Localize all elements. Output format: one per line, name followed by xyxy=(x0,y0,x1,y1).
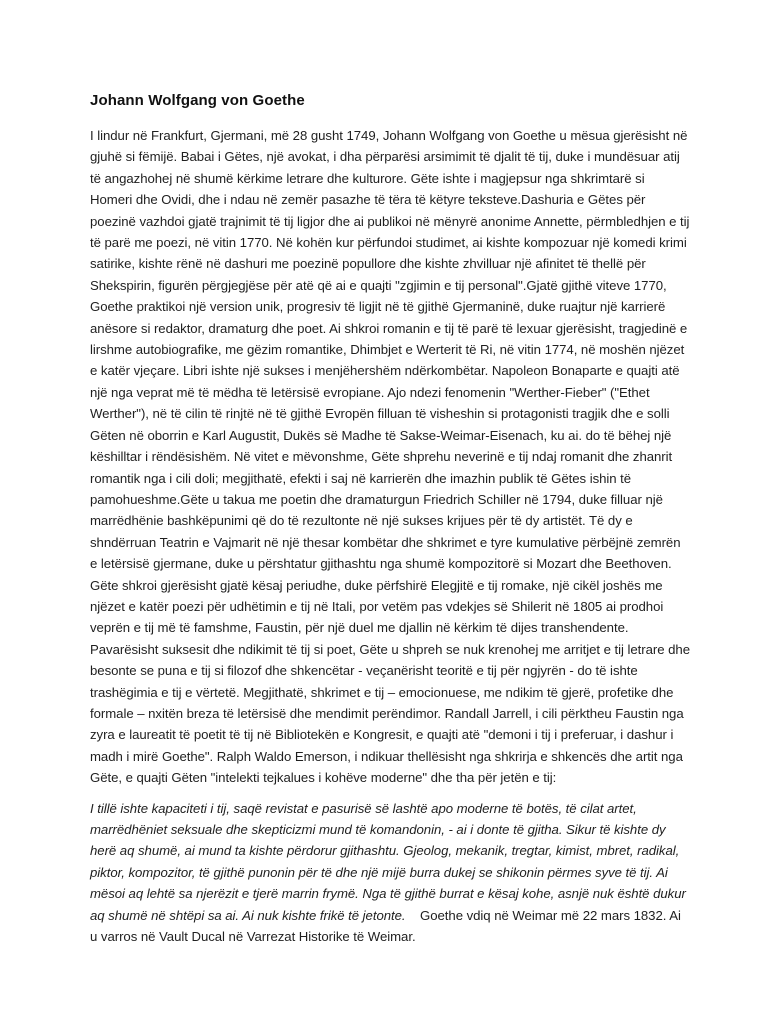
quote-paragraph xyxy=(90,798,690,948)
document-page xyxy=(90,92,690,956)
page-title: Johann Wolfgang von Goethe xyxy=(90,92,305,109)
biography-paragraph: I lindur në Frankfurt, Gjermani, më 28 gusht 1749, Johann Wolfgang von Goethe u mësua gjerësisht në gjuhë si fëmijë. Babai i Gëtes, një avokat, i dha përparësi arsimimit të djalit të tij, duke i mundësuar atij të angazhohej në shumë kërkime letrare dhe kulturore. Gëte ishte i magjepsur nga shkrimtarë si Homeri dhe Ovidi, dhe i ndau në zemër pasazhe të tëra të këtyre teksteve.Dashuria e Gëtes për poezinë vazhdoi gjatë trajnimit të tij ligjor dhe ai publikoi në mënyrë anonime Annette, përmbledhjen e tij të parë me poezi, në vitin 1770. Në kohën kur përfundoi studimet, ai kishte kompozuar një komedi krimi satirike, kishte rënë në dashuri me poezinë popullore dhe kishte zhvilluar një afinitet të thellë për Shekspirin, figurën përgjegjëse për atë që ai e quajti "zgjimin e tij personal".Gjatë gjithë viteve 1770, Goethe praktikoi një version unik, progresiv të ligjit në të gjithë Gjermaninë, duke ruajtur një karrierë anësore si redaktor, dramaturg dhe poet. Ai shkroi romanin e tij të parë të lexuar gjerësisht, tragjedinë e lirshme autobiografike, me gëzim romantike, Dhimbjet e Werterit të Ri, në vitin 1774, në moshën njëzet e katër vjeçare. Libri ishte një sukses i menjëhershëm ndërkombëtar. Napoleon Bonaparte e quajti atë një nga veprat më të mëdha të letërsisë evropiane. Ajo ndezi fenomenin "Werther-Fieber" ("Ethet Werther"), në të cilin të rinjtë në të gjithë Evropën filluan të visheshin si protagonisti tragjik dhe e solli Gëten në oborrin e Karl Augustit, Dukës së Madhe të Sakse-Weimar-Eisenach, ku ai. do të bëhej një këshilltar i rëndësishëm. Në vitet e mëvonshme, Gëte shprehu neverinë e tij ndaj romanit dhe zhanrit romantik nga i cili doli; megjithatë, efekti i saj në karrierën dhe imazhin publik të Gëtes ishin të pamohueshme.Gëte u takua me poetin dhe dramaturgun Friedrich Schiller në 1794, duke filluar një marrëdhënie bashkëpunimi që do të rezultonte në një sukses krijues për të dy artistët. Të dy e shndërruan Teatrin e Vajmarit në një thesar kombëtar dhe shkrimet e tyre kumulative përbëjnë zemrën e letërsisë gjermane, duke u përshtatur gjithashtu nga shumë kompozitorë si Mozart dhe Beethoven. Gëte shkroi gjerësisht gjatë kësaj periudhe, duke përfshirë Elegjitë e tij romake, një cikël joshës me njëzet e katër poezi për udhëtimin e tij në Itali, por vetëm pas vdekjes së Shilerit në 1805 ai prodhoi veprën e tij më të famshme, Faustin, për një duel me djallin në kërkim të dijes transhendente. Pavarësisht suksesit dhe ndikimit të tij si poet, Gëte u shpreh se nuk krenohej me arritjet e tij letrare dhe besonte se puna e tij si filozof dhe shkencëtar - veçanërisht teoritë e tij për ngjyrën - do të ishte trashëgimia e tij e vërtetë. Megjithatë, shkrimet e tij – emocionuese, me ndikim të gjerë, profetike dhe formale – nxitën breza të letërsisë dhe mendimit perëndimor. Randall Jarrell, i cili përktheu Faustin nga zyra e laureatit të poetit të tij në Bibliotekën e Kongresit, e quajti atë "demoni i tij i preferuar, i dashur i madh i mirë Goethe". Ralph Waldo Emerson, i ndikuar thellësisht nga shkrirja e shkencës dhe artit nga Gëte, e quajti Gëten "intelekti tejkalues i kohëve moderne" dhe tha për jetën e tij: xyxy=(90,128,691,786)
emerson-quote: I tillë ishte kapaciteti i tij, saqë revistat e pasurisë së lashtë apo moderne të botës, të cilat artet, marrëdhëniet seksuale dhe skepticizmi mund të komandonin, - ai i donte të gjitha. Sikur të kishte dy herë aq shumë, ai mund ta kishte përdorur gjithashtu. Gjeolog, mekanik, tregtar, kimist, mbret, radikal, piktor, kompozitor, të gjithë punonin për të dhe një mijë burra dukej se shikonin përmes syve të tij. Ai mësoi aq lehtë sa njerëzit e tjerë marrin frymë. Nga të gjithë burrat e kësaj kohe, asnjë nuk është dukur aq shumë në shtëpi sa ai. Ai nuk kishte frikë të jetonte. xyxy=(90,800,686,923)
closing-text: Goethe vdiq në Weimar më 22 mars 1832. Ai u varros në Vault Ducal në Varrezat Historike të Weimar. xyxy=(90,907,681,945)
